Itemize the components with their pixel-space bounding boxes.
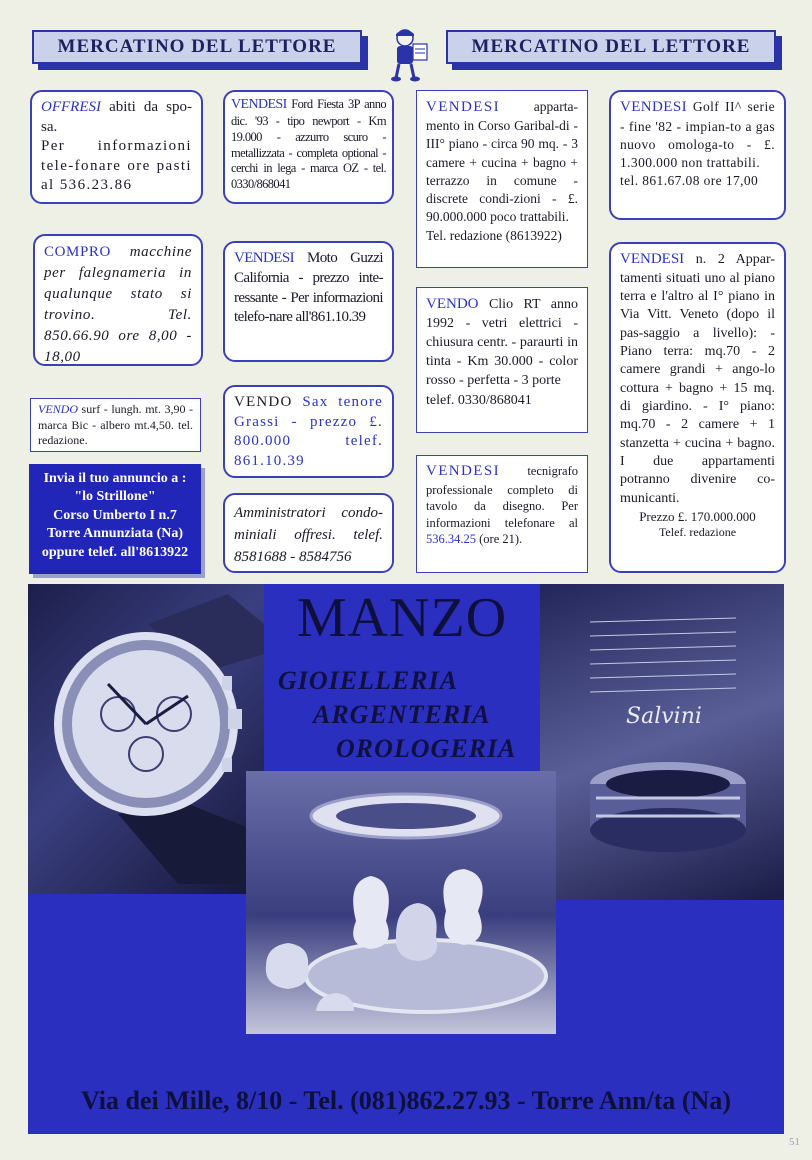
ad-text: Amministratori condo-miniali offresi. telef. 8581688 - 8584756 <box>234 505 383 565</box>
submit-line: oppure telef. all'8613922 <box>41 544 189 560</box>
ad-keyword: VENDESI <box>620 251 685 267</box>
submit-line: "lo Strillone" <box>74 489 156 505</box>
ad-price: Prezzo £. 170.000.000 <box>639 508 756 524</box>
ad-phone: 536.34.25 <box>426 532 476 547</box>
ad-text: apparta-mento in Corso Garibal-di - III° piano - circa 90 mq. - 3 camere + cucina + bagno + terrazzo in comune - discrete condi-zioni - £. 90.000.000 poco trattabili. <box>426 99 578 225</box>
salvini-jewelry-photo <box>540 584 784 900</box>
ad-keyword: VENDESI <box>620 99 687 115</box>
tagline-argenteria: ARGENTERIA <box>313 700 491 729</box>
ad-text: Moto Guzzi California - prezzo inte-ressante - Per informazioni telefo-nare all'861.10.39 <box>234 250 383 326</box>
ad-keyword: VENDESI <box>234 250 294 266</box>
ad-text: Golf II^ serie - fine '82 - impian-to a gas nuovo omologa-to - £. 1.300.000 non trattabili. <box>620 99 775 170</box>
header-title-right <box>446 30 776 64</box>
manzo-advertisement <box>28 584 784 1134</box>
ad-vendesi-tecnigrafo <box>416 455 588 573</box>
salvini-logo: Salvini <box>626 704 702 729</box>
submit-ad-box <box>29 464 201 574</box>
ad-vendesi-moto-guzzi <box>223 241 394 362</box>
ad-keyword: VENDESI <box>426 463 500 479</box>
ad-vendo-sax <box>223 385 394 478</box>
ad-vendesi-appartamenti <box>609 242 786 573</box>
silver-tea-set-icon <box>246 771 556 1034</box>
shop-address: Via dei Mille, 8/10 - Tel. (081)862.27.93 - Torre Ann/ta (Na) <box>81 1086 731 1115</box>
ad-vendesi-appartamento <box>416 90 588 268</box>
submit-line: Invia il tuo annuncio a : <box>43 471 187 486</box>
silverware-photo <box>246 771 556 1034</box>
ad-text: abiti da spo-sa. <box>41 99 192 135</box>
ad-text: Per informazioni tele-fonare ore pasti al 536.23.86 <box>41 138 192 193</box>
ad-keyword: VENDO <box>38 402 78 416</box>
ad-contact: Telef. redazione <box>658 524 737 539</box>
submit-line: Corso Umberto I n.7 <box>53 507 177 523</box>
ad-keyword: OFFRESI <box>41 99 101 115</box>
ad-contact: telef. 0330/868041 <box>426 392 532 408</box>
ad-text: surf - lungh. mt. 3,90 - marca Bic - albero mt.4,50. tel. redazione. <box>38 402 193 448</box>
ad-amministratori <box>223 493 394 573</box>
ad-vendo-surf <box>30 398 201 452</box>
ad-keyword: VENDESI <box>231 97 287 112</box>
bracelet-icon <box>540 584 784 900</box>
ad-keyword: VENDESI <box>426 99 500 115</box>
ad-contact: tel. 861.67.08 ore 17,00 <box>620 172 759 188</box>
chronograph-watch-icon <box>28 584 264 894</box>
ad-text: Sax tenore Grassi - prezzo £. 800.000 telef. 861.10.39 <box>234 394 383 469</box>
header-title-left <box>32 30 362 64</box>
submit-line: Torre Annunziata (Na) <box>46 526 184 542</box>
ad-contact: Tel. redazione (8613922) <box>426 227 562 243</box>
ad-vendo-clio <box>416 287 588 433</box>
ad-compro-macchine <box>33 234 203 366</box>
header-title-right-text: MERCATINO DEL LETTORE <box>471 36 751 57</box>
page-number: 51 <box>789 1136 800 1148</box>
brand-name: MANZO <box>296 587 508 649</box>
ad-offresi-abiti <box>30 90 203 204</box>
header-title-left-text: MERCATINO DEL LETTORE <box>57 36 337 57</box>
ad-keyword: VENDO <box>234 394 293 410</box>
ad-keyword: COMPRO <box>44 244 111 260</box>
ad-text: n. 2 Appar-tamenti situati uno al piano terra e l'altro al I° piano in Via Vitt. Veneto (dopo il pas-saggio a livello): - Piano terra: mq.70 - 2 camere grandi + ango-lo cottura + bagno + 15 mq. di giardino. - I° piano: mq.70 - 2 camere + 1 stanzetta + cucina + bagno. I due appartamenti potranno divenire co-municanti. <box>620 252 775 506</box>
ad-keyword: VENDO <box>426 296 479 312</box>
ad-vendesi-golf <box>609 90 786 220</box>
ad-text: tecnigrafo professionale completo di tavolo da disegno. Per informazioni telefonare al <box>426 464 578 530</box>
newsboy-mascot-icon <box>387 26 431 82</box>
watch-photo <box>28 584 264 894</box>
tagline-orologeria: OROLOGERIA <box>336 734 517 763</box>
ad-text: Ford Fiesta 3P anno dic. '93 - tipo newport - Km 19.000 - azzurro scuro - metallizzata - completa optional - cerchi in lega - marca OZ - tel. 0330/868041 <box>231 97 386 192</box>
ad-text: macchine per falegnameria in qualunque stato si trovino. Tel. 850.66.90 ore 8,00 - 18,00 <box>44 244 192 365</box>
ad-text: Clio RT anno 1992 - vetri elettrici - chiusura centr. - paraurti in tinta - Km 30.000 - color rosso - perfetta - 3 porte <box>426 297 578 389</box>
tagline-gioielleria: GIOIELLERIA <box>278 666 459 695</box>
ad-vendesi-ford-fiesta <box>223 90 394 204</box>
ad-text-suffix: (ore 21). <box>476 532 523 547</box>
